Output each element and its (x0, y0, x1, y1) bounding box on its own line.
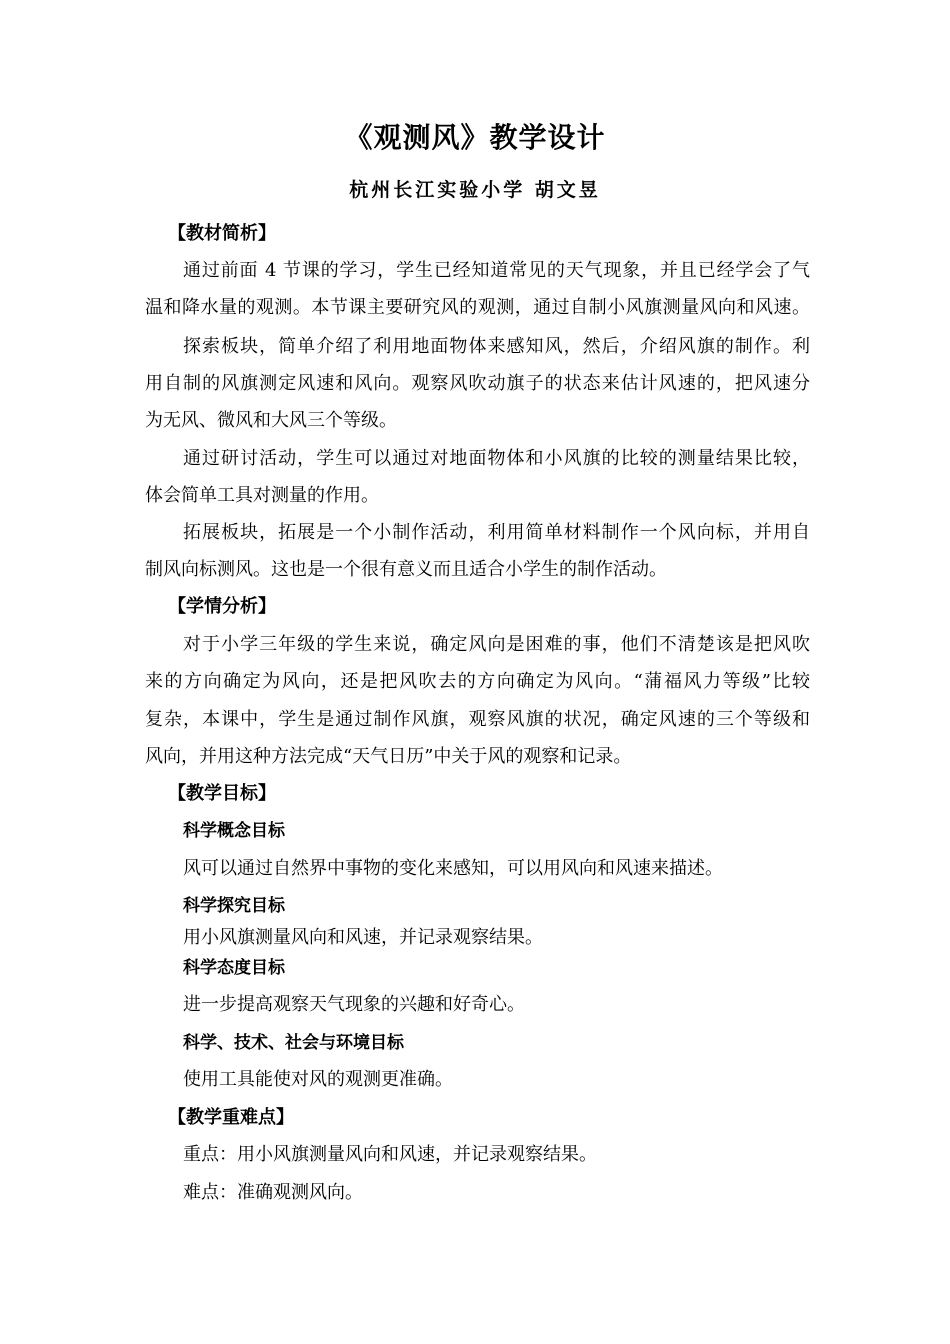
goal-text: 使用工具能使对风的观测更准确。 (183, 1069, 453, 1090)
subheading-sts: 科学、技术、社会与环境目标 (183, 1033, 404, 1053)
paragraph-line: 通过前面 4 节课的学习，学生已经知道常见的天气现象，并且已经学会了气 (183, 260, 810, 281)
section-heading-material: 【教材简析】 (168, 223, 276, 244)
paragraph-line: 制风向标测风。这也是一个很有意义而且适合小学生的制作活动。 (145, 559, 667, 580)
keypoint-difficulty: 难点：准确观测风向。 (183, 1182, 363, 1203)
paragraph-line: 风向，并用这种方法完成“天气日历”中关于风的观察和记录。 (145, 746, 632, 767)
paragraph-line: 对于小学三年级的学生来说，确定风向是困难的事，他们不清楚该是把风吹 (183, 634, 810, 655)
keypoint-focus: 重点：用小风旗测量风向和风速，并记录观察结果。 (183, 1144, 597, 1165)
section-heading-goals: 【教学目标】 (168, 783, 276, 804)
paragraph-line: 复杂，本课中，学生是通过制作风旗，观察风旗的状况，确定风速的三个等级和 (145, 709, 810, 730)
paragraph-line: 为无风、微风和大风三个等级。 (145, 410, 397, 431)
section-heading-students: 【学情分析】 (168, 596, 276, 617)
goal-text: 进一步提高观察天气现象的兴趣和好奇心。 (183, 994, 525, 1015)
goal-text: 用小风旗测量风向和风速，并记录观察结果。 (183, 927, 543, 948)
paragraph-line: 探索板块，简单介绍了利用地面物体来感知风，然后，介绍风旗的制作。利 (183, 336, 810, 357)
section-heading-keypoints: 【教学重难点】 (168, 1107, 294, 1128)
paragraph-line: 来的方向确定为风向，还是把风吹去的方向确定为风向。“蒲福风力等级”比较 (145, 671, 810, 692)
paragraph-line: 体会简单工具对测量的作用。 (145, 485, 379, 506)
subheading-attitude: 科学态度目标 (183, 958, 285, 978)
paragraph-line: 温和降水量的观测。本节课主要研究风的观测，通过自制小风旗测量风向和风速。 (145, 297, 810, 318)
paragraph-line: 拓展板块，拓展是一个小制作活动，利用简单材料制作一个风向标，并用自 (183, 522, 810, 543)
document-title: 《观测风》教学设计 (344, 121, 606, 154)
author-line: 杭州长江实验小学 胡文昱 (349, 179, 601, 201)
paragraph-line: 通过研讨活动，学生可以通过对地面物体和小风旗的比较的测量结果比较， (183, 448, 810, 469)
subheading-inquiry: 科学探究目标 (183, 896, 285, 916)
subheading-concept: 科学概念目标 (183, 821, 285, 841)
goal-text: 风可以通过自然界中事物的变化来感知，可以用风向和风速来描述。 (183, 858, 723, 879)
paragraph-line: 用自制的风旗测定风速和风向。观察风吹动旗子的状态来估计风速的，把风速分 (145, 373, 810, 394)
